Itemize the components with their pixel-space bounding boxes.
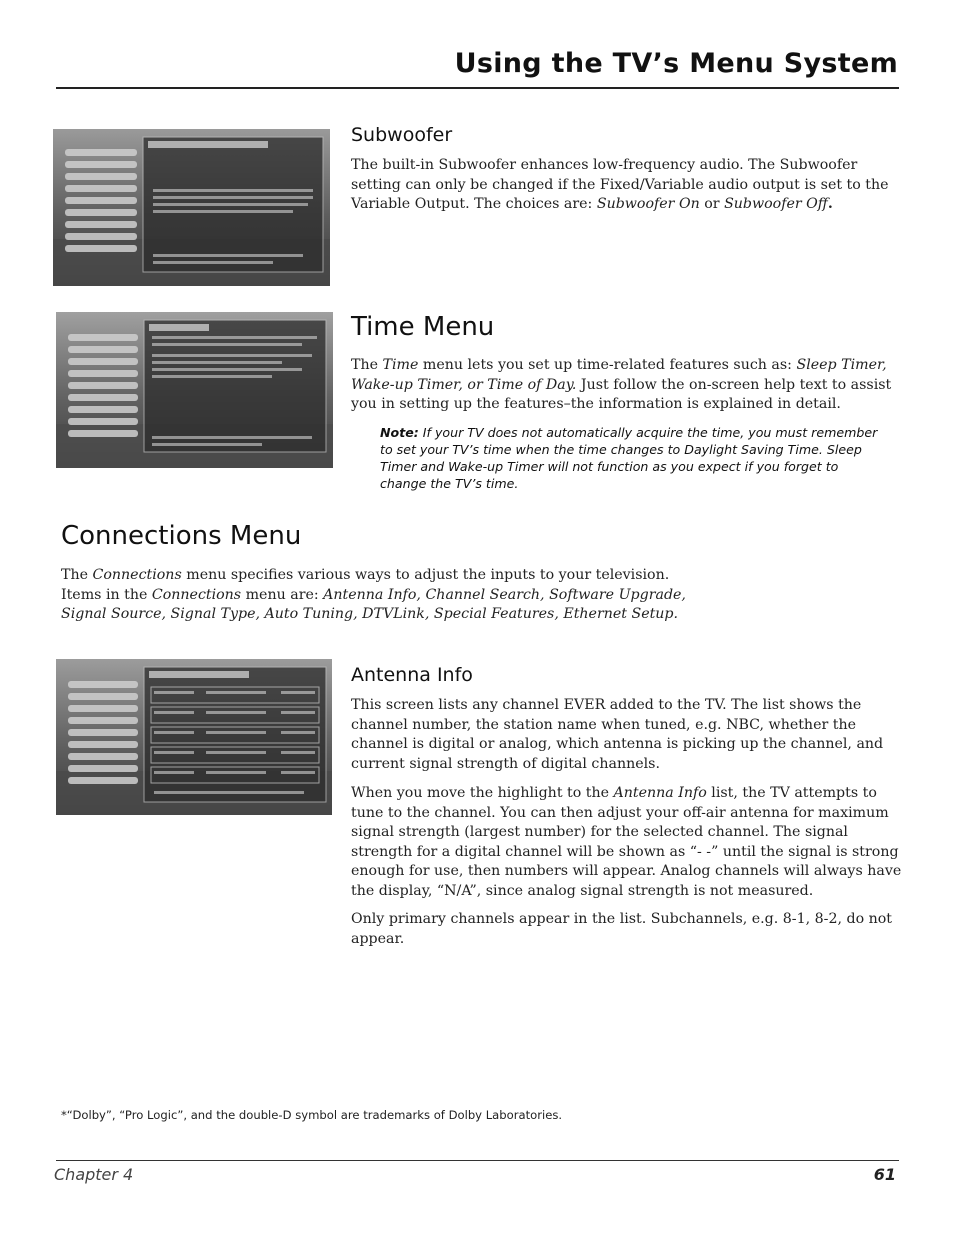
page-header-title: Using the TV’s Menu System — [454, 48, 898, 79]
connections-menu-heading: Connections Menu — [61, 521, 302, 551]
antenna-info-paragraph-3: Only primary channels appear in the list. Subchannels, e.g. 8-1, 8-2, do not appear. — [351, 911, 893, 947]
page-number: 61 — [873, 1165, 896, 1184]
antenna-info-paragraph-1: This screen lists any channel EVER added to the TV. The list shows the channel number, the station name when tuned, e.g. NBC, whether the channel is digital or analog, which antenna is picking up the channel, and current signal strength of digital channels. — [351, 697, 884, 772]
connections-menu-paragraph: The Connections menu specifies various ways to adjust the inputs to your television. Items in the Connections menu are: Antenna Info, Channel Search, Software Upgrade, Signal Source, Signal Type, Auto Tuning, DTVLink, Special Features, Ethernet Setup. — [61, 567, 686, 623]
antenna-info-paragraph-2: When you move the highlight to the Antenna Info list, the TV attempts to tune to the channel. You can then adjust your off-air antenna for maximum signal strength (largest number) for the selected channel. The signal strength for a digital channel will be shown as “- -” until the signal is strong enough for use, then numbers will appear. Analog channels will always have the display, “N/A”, since analog signal strength is not measured. — [351, 785, 902, 899]
footer-rule — [56, 1160, 899, 1161]
time-menu-screenshot — [56, 312, 333, 468]
header-rule — [56, 87, 899, 89]
antenna-info-screenshot — [56, 659, 332, 815]
subwoofer-paragraph: The built-in Subwoofer enhances low-frequency audio. The Subwoofer setting can only be changed if the Fixed/Variable audio output is set to the Variable Output. The choices are: Subwoofer On or Subwoofer Off. — [351, 157, 889, 213]
antenna-info-heading: Antenna Info — [351, 664, 473, 686]
time-menu-heading: Time Menu — [351, 312, 495, 342]
time-menu-note: Note: If your TV does not automatically acquire the time, you must remember to set your TV’s time when the time changes to Daylight Saving Time. Sleep Timer and Wake-up Timer will not function as you expect if you forget to change the TV’s time. — [380, 425, 878, 491]
subwoofer-heading: Subwoofer — [351, 124, 453, 146]
subwoofer-menu-screenshot — [53, 129, 330, 286]
dolby-trademark-footnote: *“Dolby”, “Pro Logic”, and the double-D symbol are trademarks of Dolby Laboratories. — [61, 1108, 563, 1122]
footer-chapter: Chapter 4 — [54, 1165, 134, 1184]
time-menu-paragraph: The Time menu lets you set up time-related features such as: Sleep Timer, Wake-up Timer, or Time of Day. Just follow the on-screen help text to assist you in setting up the features–the information is explained in detail. — [351, 357, 892, 413]
